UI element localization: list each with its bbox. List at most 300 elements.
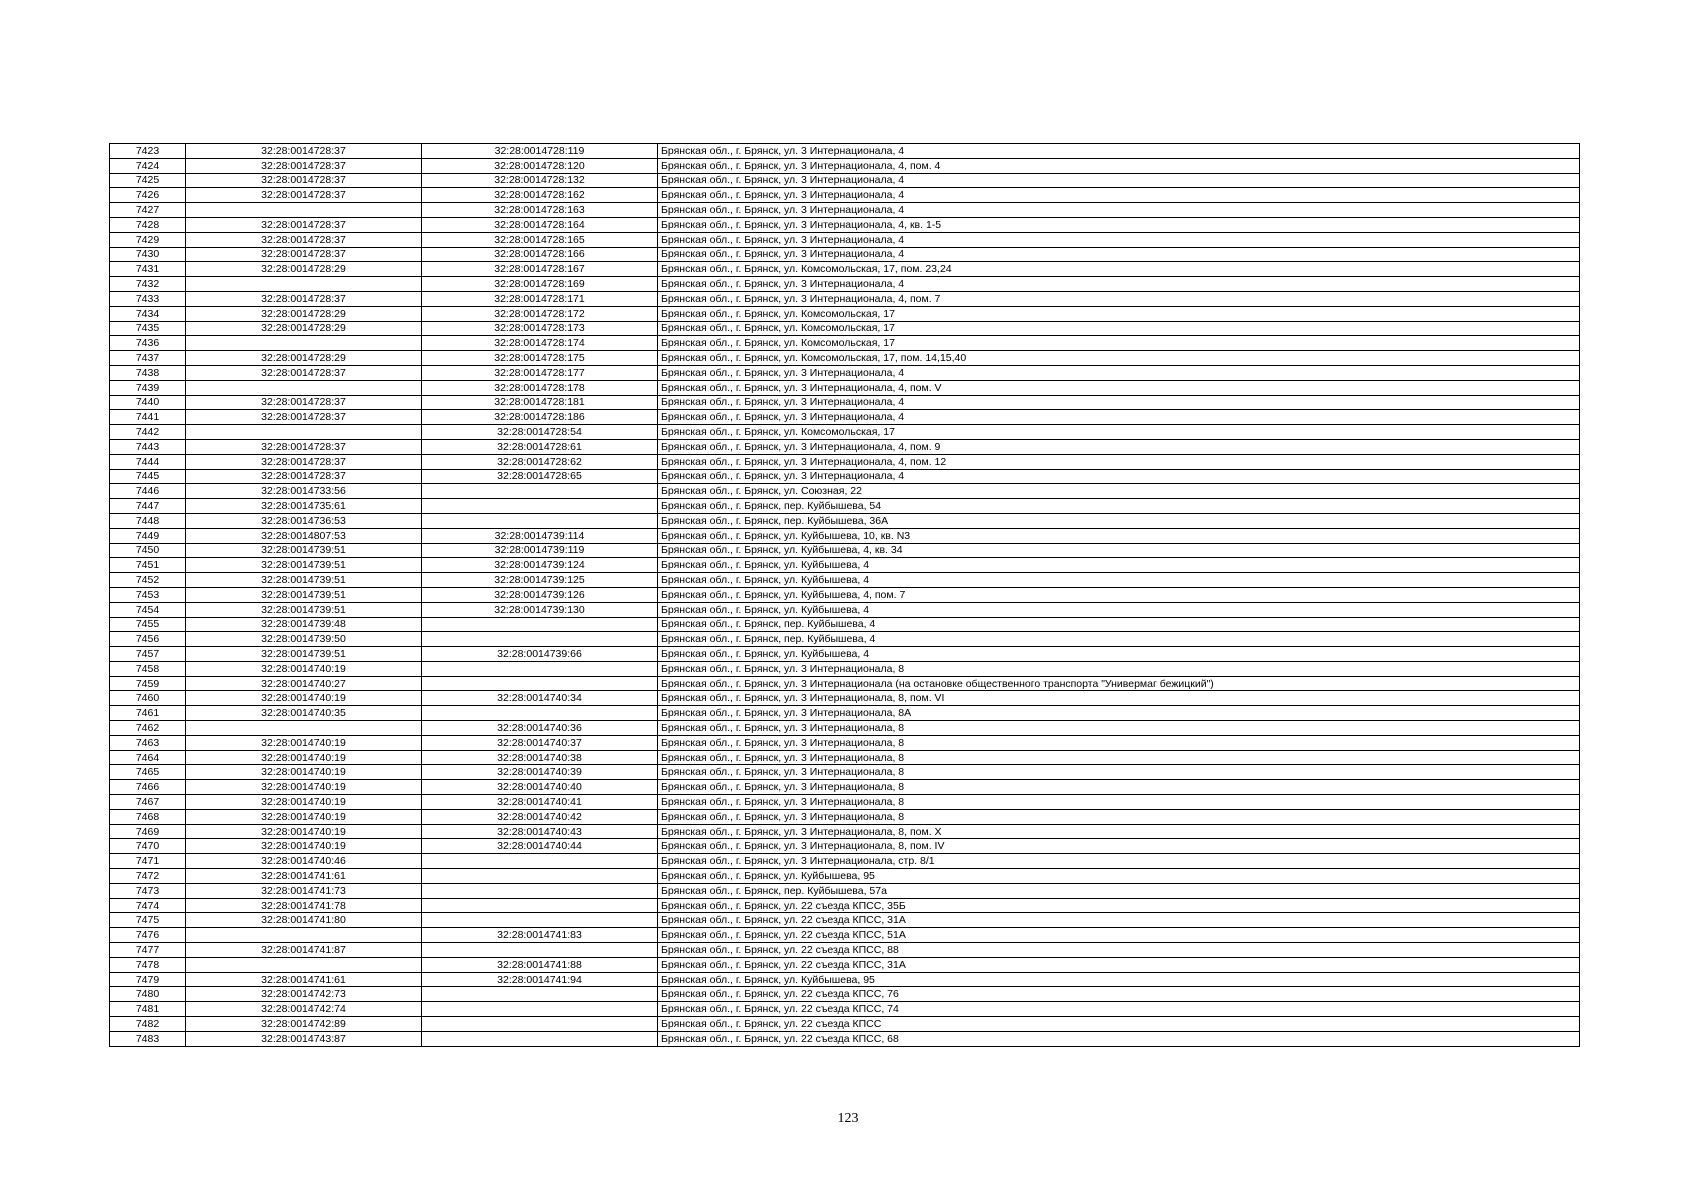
parent-cadastral-number-cell: 32:28:0014740:19 bbox=[186, 809, 422, 824]
address-cell: Брянская обл., г. Брянск, ул. 3 Интернационала, 4 bbox=[658, 410, 1580, 425]
cadastral-number-cell bbox=[422, 1017, 658, 1032]
table-row bbox=[110, 750, 1580, 765]
table-row bbox=[110, 351, 1580, 366]
cadastral-number-cell: 32:28:0014740:38 bbox=[422, 750, 658, 765]
row-number-cell: 7428 bbox=[110, 217, 186, 232]
parent-cadastral-number-cell: 32:28:0014728:37 bbox=[186, 365, 422, 380]
address-cell: Брянская обл., г. Брянск, ул. Куйбышева, 4 bbox=[658, 558, 1580, 573]
row-number-cell: 7456 bbox=[110, 632, 186, 647]
parent-cadastral-number-cell bbox=[186, 721, 422, 736]
cadastral-number-cell bbox=[422, 484, 658, 499]
table-row bbox=[110, 439, 1580, 454]
address-cell: Брянская обл., г. Брянск, ул. 22 съезда КПСС, 31А bbox=[658, 913, 1580, 928]
cadastral-number-cell: 32:28:0014741:88 bbox=[422, 957, 658, 972]
row-number-cell: 7467 bbox=[110, 795, 186, 810]
address-cell: Брянская обл., г. Брянск, ул. 3 Интернационала, 8А bbox=[658, 706, 1580, 721]
cadastral-number-cell: 32:28:0014728:172 bbox=[422, 306, 658, 321]
row-number-cell: 7474 bbox=[110, 898, 186, 913]
row-number-cell: 7438 bbox=[110, 365, 186, 380]
address-cell: Брянская обл., г. Брянск, пер. Куйбышева, 54 bbox=[658, 499, 1580, 514]
address-cell: Брянская обл., г. Брянск, ул. 3 Интернационала, 4, пом. 12 bbox=[658, 454, 1580, 469]
cadastral-number-cell: 32:28:0014728:181 bbox=[422, 395, 658, 410]
table-row bbox=[110, 617, 1580, 632]
row-number-cell: 7450 bbox=[110, 543, 186, 558]
address-cell: Брянская обл., г. Брянск, ул. 3 Интернационала, 4 bbox=[658, 203, 1580, 218]
parent-cadastral-number-cell: 32:28:0014741:80 bbox=[186, 913, 422, 928]
row-number-cell: 7447 bbox=[110, 499, 186, 514]
cadastral-number-cell: 32:28:0014728:166 bbox=[422, 247, 658, 262]
cadastral-number-cell bbox=[422, 513, 658, 528]
address-cell: Брянская обл., г. Брянск, пер. Куйбышева, 4 bbox=[658, 632, 1580, 647]
row-number-cell: 7471 bbox=[110, 854, 186, 869]
page-number: 123 bbox=[837, 1111, 859, 1126]
table-row bbox=[110, 144, 1580, 159]
address-cell: Брянская обл., г. Брянск, ул. 3 Интернационала, 4 bbox=[658, 277, 1580, 292]
row-number-cell: 7425 bbox=[110, 173, 186, 188]
address-cell: Брянская обл., г. Брянск, ул. 3 Интернационала, 8 bbox=[658, 735, 1580, 750]
table-row bbox=[110, 410, 1580, 425]
table-row bbox=[110, 158, 1580, 173]
address-cell: Брянская обл., г. Брянск, ул. 3 Интернационала, 4 bbox=[658, 365, 1580, 380]
parent-cadastral-number-cell bbox=[186, 425, 422, 440]
table-row bbox=[110, 795, 1580, 810]
table-row bbox=[110, 869, 1580, 884]
address-cell: Брянская обл., г. Брянск, ул. 3 Интернационала, 4, пом. 4 bbox=[658, 158, 1580, 173]
row-number-cell: 7465 bbox=[110, 765, 186, 780]
cadastral-number-cell: 32:28:0014728:132 bbox=[422, 173, 658, 188]
cadastral-number-cell: 32:28:0014728:175 bbox=[422, 351, 658, 366]
address-cell: Брянская обл., г. Брянск, ул. 3 Интернационала, 4 bbox=[658, 144, 1580, 159]
address-cell: Брянская обл., г. Брянск, ул. 22 съезда КПСС, 74 bbox=[658, 1002, 1580, 1017]
address-cell: Брянская обл., г. Брянск, ул. Комсомольская, 17 bbox=[658, 336, 1580, 351]
table-row bbox=[110, 306, 1580, 321]
row-number-cell: 7475 bbox=[110, 913, 186, 928]
row-number-cell: 7443 bbox=[110, 439, 186, 454]
address-cell: Брянская обл., г. Брянск, ул. 3 Интернационала, 4, пом. V bbox=[658, 380, 1580, 395]
cadastral-number-cell bbox=[422, 869, 658, 884]
parent-cadastral-number-cell bbox=[186, 380, 422, 395]
cadastral-number-cell bbox=[422, 1002, 658, 1017]
row-number-cell: 7461 bbox=[110, 706, 186, 721]
parent-cadastral-number-cell: 32:28:0014728:37 bbox=[186, 144, 422, 159]
row-number-cell: 7430 bbox=[110, 247, 186, 262]
row-number-cell: 7462 bbox=[110, 721, 186, 736]
address-cell: Брянская обл., г. Брянск, ул. Комсомольская, 17, пом. 14,15,40 bbox=[658, 351, 1580, 366]
table-row bbox=[110, 647, 1580, 662]
cadastral-number-cell: 32:28:0014728:162 bbox=[422, 188, 658, 203]
table-row bbox=[110, 632, 1580, 647]
address-cell: Брянская обл., г. Брянск, ул. 3 Интернационала, 4, пом. 7 bbox=[658, 291, 1580, 306]
row-number-cell: 7464 bbox=[110, 750, 186, 765]
parent-cadastral-number-cell: 32:28:0014741:61 bbox=[186, 972, 422, 987]
address-cell: Брянская обл., г. Брянск, ул. Куйбышева, 10, кв. N3 bbox=[658, 528, 1580, 543]
cadastral-number-cell: 32:28:0014739:130 bbox=[422, 602, 658, 617]
cadastral-number-cell: 32:28:0014739:66 bbox=[422, 647, 658, 662]
cadastral-number-cell: 32:28:0014740:43 bbox=[422, 824, 658, 839]
parent-cadastral-number-cell: 32:28:0014807:53 bbox=[186, 528, 422, 543]
address-cell: Брянская обл., г. Брянск, ул. 3 Интернационала (на остановке общественного транспорта "Универмаг бежицкий") bbox=[658, 676, 1580, 691]
parent-cadastral-number-cell: 32:28:0014728:37 bbox=[186, 291, 422, 306]
table-row bbox=[110, 839, 1580, 854]
address-cell: Брянская обл., г. Брянск, пер. Куйбышева, 36А bbox=[658, 513, 1580, 528]
parent-cadastral-number-cell: 32:28:0014739:51 bbox=[186, 602, 422, 617]
table-row bbox=[110, 735, 1580, 750]
parent-cadastral-number-cell: 32:28:0014739:51 bbox=[186, 647, 422, 662]
row-number-cell: 7458 bbox=[110, 661, 186, 676]
row-number-cell: 7451 bbox=[110, 558, 186, 573]
row-number-cell: 7446 bbox=[110, 484, 186, 499]
row-number-cell: 7429 bbox=[110, 232, 186, 247]
registry-table-body bbox=[110, 144, 1580, 1047]
row-number-cell: 7441 bbox=[110, 410, 186, 425]
cadastral-number-cell bbox=[422, 943, 658, 958]
parent-cadastral-number-cell: 32:28:0014728:37 bbox=[186, 188, 422, 203]
row-number-cell: 7477 bbox=[110, 943, 186, 958]
table-row bbox=[110, 780, 1580, 795]
cadastral-number-cell: 32:28:0014740:40 bbox=[422, 780, 658, 795]
cadastral-number-cell bbox=[422, 632, 658, 647]
cadastral-number-cell: 32:28:0014728:163 bbox=[422, 203, 658, 218]
cadastral-number-cell: 32:28:0014728:177 bbox=[422, 365, 658, 380]
parent-cadastral-number-cell: 32:28:0014739:51 bbox=[186, 573, 422, 588]
table-row bbox=[110, 854, 1580, 869]
row-number-cell: 7434 bbox=[110, 306, 186, 321]
cadastral-number-cell: 32:28:0014728:65 bbox=[422, 469, 658, 484]
parent-cadastral-number-cell: 32:28:0014740:35 bbox=[186, 706, 422, 721]
table-row bbox=[110, 277, 1580, 292]
parent-cadastral-number-cell: 32:28:0014740:19 bbox=[186, 750, 422, 765]
table-row bbox=[110, 1017, 1580, 1032]
table-row bbox=[110, 291, 1580, 306]
row-number-cell: 7478 bbox=[110, 957, 186, 972]
cadastral-number-cell bbox=[422, 617, 658, 632]
cadastral-number-cell: 32:28:0014740:34 bbox=[422, 691, 658, 706]
row-number-cell: 7454 bbox=[110, 602, 186, 617]
row-number-cell: 7437 bbox=[110, 351, 186, 366]
address-cell: Брянская обл., г. Брянск, ул. 3 Интернационала, 8 bbox=[658, 765, 1580, 780]
row-number-cell: 7455 bbox=[110, 617, 186, 632]
cadastral-number-cell bbox=[422, 987, 658, 1002]
cadastral-number-cell: 32:28:0014728:171 bbox=[422, 291, 658, 306]
cadastral-number-cell bbox=[422, 706, 658, 721]
parent-cadastral-number-cell: 32:28:0014739:51 bbox=[186, 558, 422, 573]
parent-cadastral-number-cell: 32:28:0014728:29 bbox=[186, 321, 422, 336]
parent-cadastral-number-cell bbox=[186, 928, 422, 943]
address-cell: Брянская обл., г. Брянск, ул. 3 Интернационала, 8 bbox=[658, 780, 1580, 795]
row-number-cell: 7442 bbox=[110, 425, 186, 440]
address-cell: Брянская обл., г. Брянск, ул. 22 съезда КПСС, 76 bbox=[658, 987, 1580, 1002]
address-cell: Брянская обл., г. Брянск, ул. 3 Интернационала, 8 bbox=[658, 750, 1580, 765]
address-cell: Брянская обл., г. Брянск, ул. 3 Интернационала, 8 bbox=[658, 721, 1580, 736]
parent-cadastral-number-cell: 32:28:0014728:37 bbox=[186, 158, 422, 173]
table-row bbox=[110, 528, 1580, 543]
parent-cadastral-number-cell: 32:28:0014740:19 bbox=[186, 795, 422, 810]
row-number-cell: 7480 bbox=[110, 987, 186, 1002]
parent-cadastral-number-cell: 32:28:0014728:37 bbox=[186, 247, 422, 262]
row-number-cell: 7472 bbox=[110, 869, 186, 884]
cadastral-number-cell: 32:28:0014739:126 bbox=[422, 587, 658, 602]
parent-cadastral-number-cell bbox=[186, 203, 422, 218]
cadastral-number-cell: 32:28:0014728:164 bbox=[422, 217, 658, 232]
parent-cadastral-number-cell: 32:28:0014742:89 bbox=[186, 1017, 422, 1032]
table-row bbox=[110, 972, 1580, 987]
address-cell: Брянская обл., г. Брянск, ул. 3 Интернационала, 4, пом. 9 bbox=[658, 439, 1580, 454]
table-row bbox=[110, 380, 1580, 395]
parent-cadastral-number-cell: 32:28:0014739:51 bbox=[186, 587, 422, 602]
parent-cadastral-number-cell: 32:28:0014728:37 bbox=[186, 410, 422, 425]
address-cell: Брянская обл., г. Брянск, пер. Куйбышева, 4 bbox=[658, 617, 1580, 632]
row-number-cell: 7436 bbox=[110, 336, 186, 351]
table-row bbox=[110, 336, 1580, 351]
parent-cadastral-number-cell: 32:28:0014742:74 bbox=[186, 1002, 422, 1017]
parent-cadastral-number-cell: 32:28:0014728:29 bbox=[186, 306, 422, 321]
address-cell: Брянская обл., г. Брянск, ул. 22 съезда КПСС, 68 bbox=[658, 1031, 1580, 1046]
cadastral-number-cell: 32:28:0014728:120 bbox=[422, 158, 658, 173]
parent-cadastral-number-cell: 32:28:0014728:29 bbox=[186, 262, 422, 277]
parent-cadastral-number-cell: 32:28:0014736:53 bbox=[186, 513, 422, 528]
address-cell: Брянская обл., г. Брянск, пер. Куйбышева, 57а bbox=[658, 883, 1580, 898]
table-row bbox=[110, 425, 1580, 440]
table-row bbox=[110, 587, 1580, 602]
address-cell: Брянская обл., г. Брянск, ул. Комсомольская, 17, пом. 23,24 bbox=[658, 262, 1580, 277]
cadastral-number-cell: 32:28:0014740:44 bbox=[422, 839, 658, 854]
row-number-cell: 7469 bbox=[110, 824, 186, 839]
address-cell: Брянская обл., г. Брянск, ул. Куйбышева, 4 bbox=[658, 647, 1580, 662]
address-cell: Брянская обл., г. Брянск, ул. 22 съезда КПСС, 35Б bbox=[658, 898, 1580, 913]
parent-cadastral-number-cell: 32:28:0014740:46 bbox=[186, 854, 422, 869]
cadastral-number-cell: 32:28:0014728:61 bbox=[422, 439, 658, 454]
table-row bbox=[110, 928, 1580, 943]
address-cell: Брянская обл., г. Брянск, ул. 3 Интернационала, 4, кв. 1-5 bbox=[658, 217, 1580, 232]
cadastral-number-cell: 32:28:0014740:39 bbox=[422, 765, 658, 780]
parent-cadastral-number-cell: 32:28:0014728:37 bbox=[186, 173, 422, 188]
table-row bbox=[110, 661, 1580, 676]
parent-cadastral-number-cell: 32:28:0014739:51 bbox=[186, 543, 422, 558]
cadastral-number-cell: 32:28:0014740:37 bbox=[422, 735, 658, 750]
parent-cadastral-number-cell: 32:28:0014739:50 bbox=[186, 632, 422, 647]
parent-cadastral-number-cell: 32:28:0014740:19 bbox=[186, 780, 422, 795]
cadastral-number-cell: 32:28:0014728:54 bbox=[422, 425, 658, 440]
parent-cadastral-number-cell bbox=[186, 336, 422, 351]
parent-cadastral-number-cell: 32:28:0014741:78 bbox=[186, 898, 422, 913]
parent-cadastral-number-cell: 32:28:0014742:73 bbox=[186, 987, 422, 1002]
table-row bbox=[110, 1031, 1580, 1046]
row-number-cell: 7459 bbox=[110, 676, 186, 691]
table-row bbox=[110, 203, 1580, 218]
table-row bbox=[110, 262, 1580, 277]
address-cell: Брянская обл., г. Брянск, ул. 3 Интернационала, 4 bbox=[658, 395, 1580, 410]
table-row bbox=[110, 943, 1580, 958]
parent-cadastral-number-cell: 32:28:0014740:27 bbox=[186, 676, 422, 691]
table-row bbox=[110, 913, 1580, 928]
cadastral-number-cell: 32:28:0014728:174 bbox=[422, 336, 658, 351]
cadastral-number-cell: 32:28:0014740:41 bbox=[422, 795, 658, 810]
address-cell: Брянская обл., г. Брянск, ул. 3 Интернационала, 8, пом. X bbox=[658, 824, 1580, 839]
cadastral-number-cell: 32:28:0014728:186 bbox=[422, 410, 658, 425]
table-row bbox=[110, 543, 1580, 558]
cadastral-number-cell bbox=[422, 676, 658, 691]
row-number-cell: 7457 bbox=[110, 647, 186, 662]
cadastral-number-cell: 32:28:0014740:42 bbox=[422, 809, 658, 824]
row-number-cell: 7426 bbox=[110, 188, 186, 203]
parent-cadastral-number-cell: 32:28:0014740:19 bbox=[186, 661, 422, 676]
row-number-cell: 7479 bbox=[110, 972, 186, 987]
row-number-cell: 7445 bbox=[110, 469, 186, 484]
row-number-cell: 7483 bbox=[110, 1031, 186, 1046]
parent-cadastral-number-cell: 32:28:0014728:37 bbox=[186, 395, 422, 410]
table-row bbox=[110, 173, 1580, 188]
address-cell: Брянская обл., г. Брянск, ул. Союзная, 22 bbox=[658, 484, 1580, 499]
cadastral-number-cell bbox=[422, 1031, 658, 1046]
address-cell: Брянская обл., г. Брянск, ул. Куйбышева, 4, пом. 7 bbox=[658, 587, 1580, 602]
address-cell: Брянская обл., г. Брянск, ул. Комсомольская, 17 bbox=[658, 306, 1580, 321]
table-row bbox=[110, 573, 1580, 588]
cadastral-number-cell bbox=[422, 898, 658, 913]
cadastral-number-cell: 32:28:0014739:125 bbox=[422, 573, 658, 588]
table-row bbox=[110, 232, 1580, 247]
cadastral-number-cell bbox=[422, 913, 658, 928]
row-number-cell: 7433 bbox=[110, 291, 186, 306]
table-row bbox=[110, 484, 1580, 499]
table-row bbox=[110, 721, 1580, 736]
row-number-cell: 7460 bbox=[110, 691, 186, 706]
row-number-cell: 7452 bbox=[110, 573, 186, 588]
table-row bbox=[110, 365, 1580, 380]
parent-cadastral-number-cell: 32:28:0014728:37 bbox=[186, 232, 422, 247]
table-row bbox=[110, 247, 1580, 262]
address-cell: Брянская обл., г. Брянск, ул. 3 Интернационала, 4 bbox=[658, 232, 1580, 247]
cadastral-number-cell: 32:28:0014728:167 bbox=[422, 262, 658, 277]
parent-cadastral-number-cell: 32:28:0014741:87 bbox=[186, 943, 422, 958]
cadastral-number-cell bbox=[422, 661, 658, 676]
table-row bbox=[110, 499, 1580, 514]
cadastral-number-cell: 32:28:0014739:119 bbox=[422, 543, 658, 558]
table-row bbox=[110, 558, 1580, 573]
row-number-cell: 7431 bbox=[110, 262, 186, 277]
address-cell: Брянская обл., г. Брянск, ул. 3 Интернационала, 4 bbox=[658, 173, 1580, 188]
table-row bbox=[110, 454, 1580, 469]
table-row bbox=[110, 765, 1580, 780]
parent-cadastral-number-cell: 32:28:0014735:61 bbox=[186, 499, 422, 514]
address-cell: Брянская обл., г. Брянск, ул. 3 Интернационала, 4 bbox=[658, 188, 1580, 203]
address-cell: Брянская обл., г. Брянск, ул. Комсомольская, 17 bbox=[658, 425, 1580, 440]
row-number-cell: 7453 bbox=[110, 587, 186, 602]
parent-cadastral-number-cell bbox=[186, 277, 422, 292]
table-row bbox=[110, 824, 1580, 839]
address-cell: Брянская обл., г. Брянск, ул. Куйбышева, 95 bbox=[658, 869, 1580, 884]
row-number-cell: 7476 bbox=[110, 928, 186, 943]
address-cell: Брянская обл., г. Брянск, ул. Куйбышева, 4, кв. 34 bbox=[658, 543, 1580, 558]
parent-cadastral-number-cell: 32:28:0014743:87 bbox=[186, 1031, 422, 1046]
parent-cadastral-number-cell: 32:28:0014740:19 bbox=[186, 824, 422, 839]
registry-table bbox=[109, 143, 1580, 1047]
row-number-cell: 7482 bbox=[110, 1017, 186, 1032]
address-cell: Брянская обл., г. Брянск, ул. Комсомольская, 17 bbox=[658, 321, 1580, 336]
table-row bbox=[110, 321, 1580, 336]
address-cell: Брянская обл., г. Брянск, ул. 3 Интернационала, 8, пом. VI bbox=[658, 691, 1580, 706]
row-number-cell: 7427 bbox=[110, 203, 186, 218]
row-number-cell: 7473 bbox=[110, 883, 186, 898]
table-row bbox=[110, 513, 1580, 528]
row-number-cell: 7435 bbox=[110, 321, 186, 336]
parent-cadastral-number-cell: 32:28:0014728:37 bbox=[186, 469, 422, 484]
cadastral-number-cell: 32:28:0014739:124 bbox=[422, 558, 658, 573]
address-cell: Брянская обл., г. Брянск, ул. 3 Интернационала, 4 bbox=[658, 247, 1580, 262]
cadastral-number-cell: 32:28:0014728:178 bbox=[422, 380, 658, 395]
row-number-cell: 7432 bbox=[110, 277, 186, 292]
table-row bbox=[110, 469, 1580, 484]
table-row bbox=[110, 217, 1580, 232]
address-cell: Брянская обл., г. Брянск, ул. 3 Интернационала, стр. 8/1 bbox=[658, 854, 1580, 869]
cadastral-number-cell: 32:28:0014728:169 bbox=[422, 277, 658, 292]
table-row bbox=[110, 1002, 1580, 1017]
table-row bbox=[110, 676, 1580, 691]
cadastral-number-cell: 32:28:0014740:36 bbox=[422, 721, 658, 736]
cadastral-number-cell: 32:28:0014728:119 bbox=[422, 144, 658, 159]
address-cell: Брянская обл., г. Брянск, ул. 3 Интернационала, 8 bbox=[658, 661, 1580, 676]
parent-cadastral-number-cell: 32:28:0014728:37 bbox=[186, 454, 422, 469]
row-number-cell: 7470 bbox=[110, 839, 186, 854]
table-row bbox=[110, 602, 1580, 617]
cadastral-number-cell bbox=[422, 883, 658, 898]
table-row bbox=[110, 395, 1580, 410]
parent-cadastral-number-cell: 32:28:0014740:19 bbox=[186, 765, 422, 780]
address-cell: Брянская обл., г. Брянск, ул. 22 съезда КПСС, 51А bbox=[658, 928, 1580, 943]
table-row bbox=[110, 809, 1580, 824]
address-cell: Брянская обл., г. Брянск, ул. 3 Интернационала, 8, пом. IV bbox=[658, 839, 1580, 854]
address-cell: Брянская обл., г. Брянск, ул. Куйбышева, 4 bbox=[658, 573, 1580, 588]
table-row bbox=[110, 188, 1580, 203]
parent-cadastral-number-cell: 32:28:0014739:48 bbox=[186, 617, 422, 632]
parent-cadastral-number-cell: 32:28:0014741:61 bbox=[186, 869, 422, 884]
row-number-cell: 7444 bbox=[110, 454, 186, 469]
row-number-cell: 7423 bbox=[110, 144, 186, 159]
address-cell: Брянская обл., г. Брянск, ул. Куйбышева, 4 bbox=[658, 602, 1580, 617]
parent-cadastral-number-cell: 32:28:0014740:19 bbox=[186, 839, 422, 854]
address-cell: Брянская обл., г. Брянск, ул. 3 Интернационала, 8 bbox=[658, 809, 1580, 824]
cadastral-number-cell bbox=[422, 499, 658, 514]
row-number-cell: 7468 bbox=[110, 809, 186, 824]
parent-cadastral-number-cell: 32:28:0014740:19 bbox=[186, 691, 422, 706]
table-row bbox=[110, 883, 1580, 898]
address-cell: Брянская обл., г. Брянск, ул. 22 съезда КПСС, 31А bbox=[658, 957, 1580, 972]
row-number-cell: 7448 bbox=[110, 513, 186, 528]
table-row bbox=[110, 898, 1580, 913]
cadastral-number-cell bbox=[422, 854, 658, 869]
row-number-cell: 7449 bbox=[110, 528, 186, 543]
cadastral-number-cell: 32:28:0014728:62 bbox=[422, 454, 658, 469]
address-cell: Брянская обл., г. Брянск, ул. Куйбышева, 95 bbox=[658, 972, 1580, 987]
table-row bbox=[110, 987, 1580, 1002]
parent-cadastral-number-cell bbox=[186, 957, 422, 972]
row-number-cell: 7440 bbox=[110, 395, 186, 410]
cadastral-number-cell: 32:28:0014728:173 bbox=[422, 321, 658, 336]
parent-cadastral-number-cell: 32:28:0014741:73 bbox=[186, 883, 422, 898]
parent-cadastral-number-cell: 32:28:0014740:19 bbox=[186, 735, 422, 750]
row-number-cell: 7481 bbox=[110, 1002, 186, 1017]
address-cell: Брянская обл., г. Брянск, ул. 3 Интернационала, 8 bbox=[658, 795, 1580, 810]
cadastral-number-cell: 32:28:0014741:94 bbox=[422, 972, 658, 987]
address-cell: Брянская обл., г. Брянск, ул. 22 съезда КПСС bbox=[658, 1017, 1580, 1032]
address-cell: Брянская обл., г. Брянск, ул. 3 Интернационала, 4 bbox=[658, 469, 1580, 484]
table-row bbox=[110, 691, 1580, 706]
address-cell: Брянская обл., г. Брянск, ул. 22 съезда КПСС, 88 bbox=[658, 943, 1580, 958]
parent-cadastral-number-cell: 32:28:0014728:29 bbox=[186, 351, 422, 366]
parent-cadastral-number-cell: 32:28:0014733:56 bbox=[186, 484, 422, 499]
table-row bbox=[110, 706, 1580, 721]
cadastral-number-cell: 32:28:0014741:83 bbox=[422, 928, 658, 943]
cadastral-number-cell: 32:28:0014728:165 bbox=[422, 232, 658, 247]
